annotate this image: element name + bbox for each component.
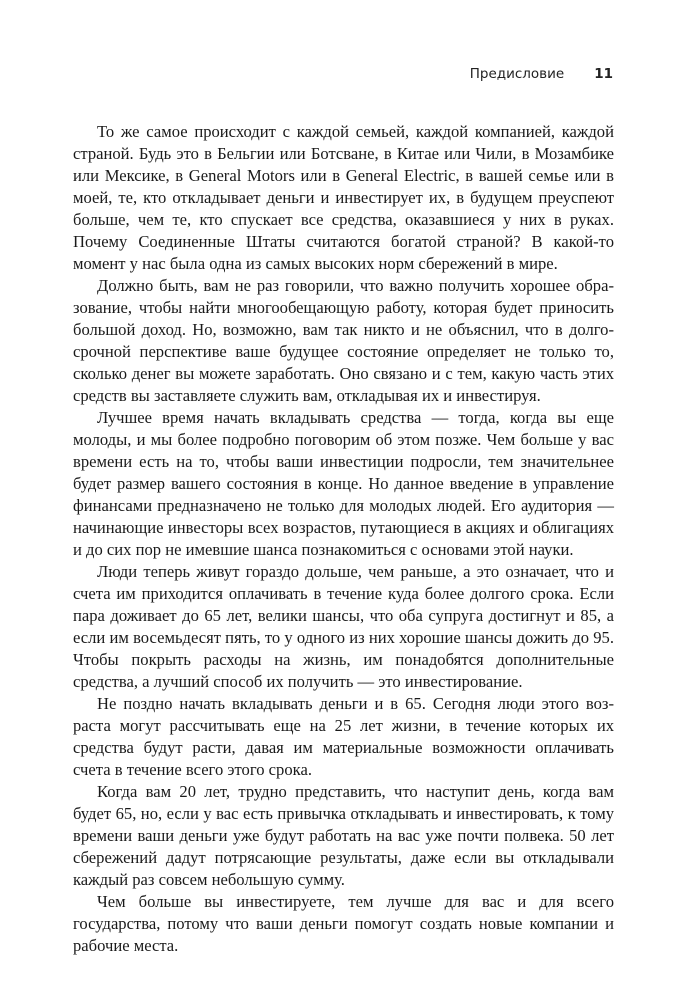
paragraph: Люди теперь живут гораздо дольше, чем раньше, а это означает, что и счета им приходится оплачивать в течение куда более долгого срока. Если пара доживает до 65 лет, велики шансы, что оба супруга достигнут и 85, а если им восемьдесят пять, то у одного из них хорошие шансы дожить до 95. Чтобы покрыть расходы на жизнь, им понадобятся дополнительные средства, а лучший способ их получить — это инвестирование. [73, 562, 614, 691]
paragraph: Чем больше вы инвестируете, тем лучше для вас и для всего государства, потому что ваши деньги помогут создать новые компании и рабочие места. [73, 892, 614, 955]
paragraph: Не поздно начать вкладывать деньги и в 65. Сегодня люди этого возраста могут рассчитывать еще на 25 лет жизни, в течение которых их средства будут расти, давая им материальные возможности оплачивать счета в течение всего этого срока. [73, 694, 614, 779]
paragraph: Когда вам 20 лет, трудно представить, что наступит день, когда вам будет 65, но, если у вас есть привычка откладывать и инвестировать, к тому времени ваши деньги уже будут работать на вас уже почти полвека. 50 лет сбережений дадут потрясающие результаты, даже если вы откладывали каждый раз совсем небольшую сумму. [73, 782, 614, 889]
body-text [73, 121, 614, 957]
paragraph: Лучшее время начать вкладывать средства — тогда, когда вы еще молоды, и мы более подробно поговорим об этом позже. Чем больше у вас времени есть на то, чтобы ваши инвестиции подросли, тем значительнее будет размер вашего состояния в конце. Но данное введение в управление финансами предназначено не только для молодых людей. Его аудитория — начинающие инвесторы всех возрастов, путающиеся в акциях и облигациях и до сих пор не имевшие шанса познакомиться с основами этой науки. [73, 408, 614, 559]
running-title: Предисловие [469, 66, 565, 82]
page-number: 11 [594, 66, 613, 82]
paragraph: То же самое происходит с каждой семьей, каждой компанией, каждой страной. Будь это в Бельгии или Ботсване, в Китае или Чили, в Мозамбике или Мексике, в General Motors или в General Electric, в вашей семье или в моей, те, кто откладывает деньги и инвестирует их, в будущем преуспеют больше, чем те, кто спускает все средства, оказавшиеся у них в руках. Почему Соединенные Штаты считаются богатой страной? В какой-то момент у нас была одна из самых высоких норм сбережений в мире. [73, 122, 614, 273]
paragraph: Должно быть, вам не раз говорили, что важно получить хорошее образование, чтобы найти многообещающую работу, которая будет приносить большой доход. Но, возможно, вам так никто и не объяснил, что в долгосрочной перспективе ваше будущее состояние определяет не только то, сколько денег вы можете заработать. Оно связано и с тем, какую часть этих средств вы заставляете служить вам, откладывая их и инвестируя. [73, 276, 614, 405]
running-header [420, 66, 613, 86]
